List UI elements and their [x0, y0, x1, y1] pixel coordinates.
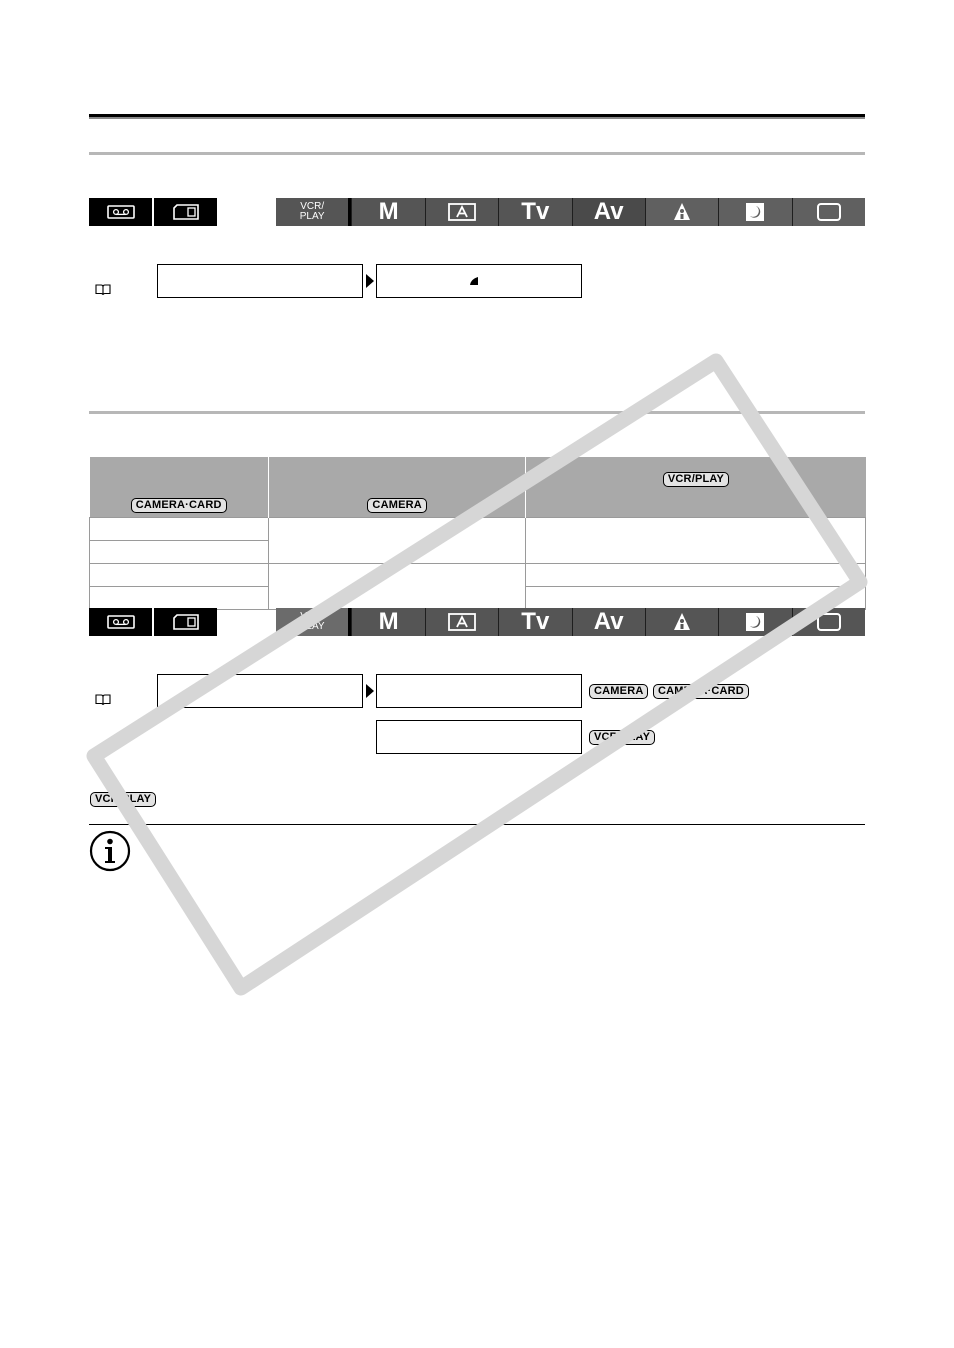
camera-badge: CAMERA: [589, 684, 648, 699]
av-mode-label: Av: [593, 608, 624, 635]
camera-card-badge: CAMERA·CARD: [653, 684, 749, 699]
vcr-play-badge: VCR/PLAY: [589, 730, 655, 745]
vcr-label-top: VCR/: [300, 201, 325, 212]
vcr-label-bottom: PLAY: [299, 211, 325, 222]
tv-mode-label: Tv: [521, 198, 550, 225]
vcr-label-top: VCR/: [300, 611, 325, 622]
manual-mode-label: M: [378, 608, 399, 635]
vcr-label-bottom: PLAY: [299, 621, 325, 632]
tv-mode-label: Tv: [521, 608, 550, 635]
manual-mode-label: M: [378, 198, 399, 225]
vcr-play-badge: VCR/PLAY: [663, 472, 729, 487]
av-mode-label: Av: [593, 198, 624, 225]
vcr-play-badge: VCR/PLAY: [90, 792, 156, 807]
camera-card-badge: CAMERA·CARD: [131, 498, 227, 513]
camera-badge: CAMERA: [367, 498, 426, 513]
